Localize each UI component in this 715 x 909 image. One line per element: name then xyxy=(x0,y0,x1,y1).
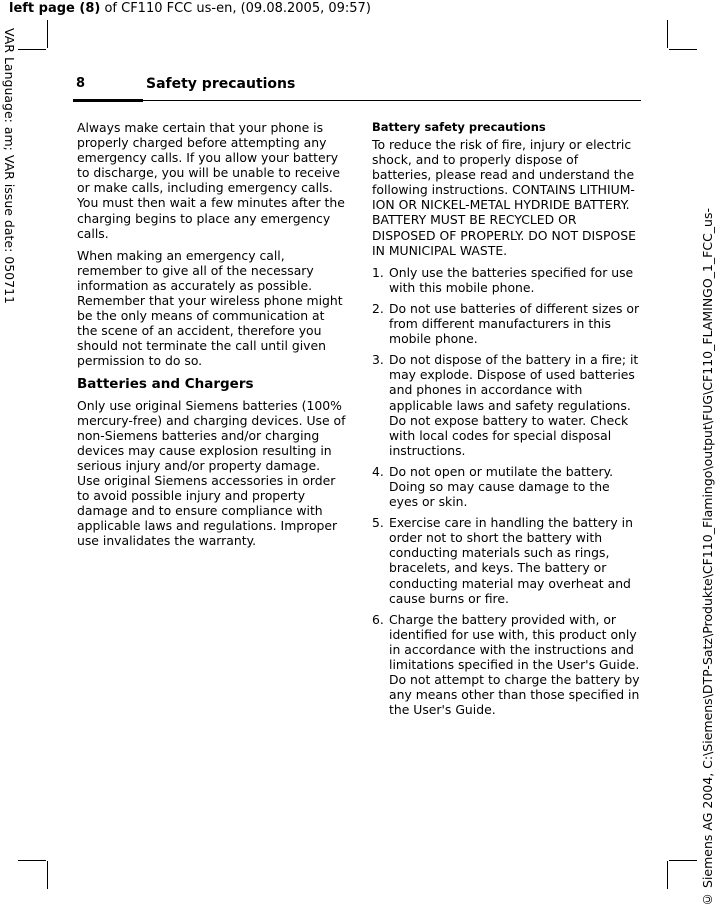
left-column xyxy=(77,120,347,555)
list-item xyxy=(372,515,640,606)
emergency-call-paragraph: When making an emergency call, remember to give all of the necessary information as accurately as possible. Remember that your wireless phone might be the only means of communication at the scene of an accident, therefore you should not terminate the call until given permission to do so. xyxy=(77,247,343,369)
list-item xyxy=(372,612,640,718)
list-item xyxy=(372,301,640,346)
batteries-chargers-paragraph: Only use original Siemens batteries (100% mercury-free) and charging devices. Use of non-Siemens batteries and/or charging devices may cause explosion resulting in serious injury and/or property damage. Use original Siemens accessories in order to avoid possible injury and property damage and to ensure compliance with applicable laws and regulations. Improper use invalidates the warranty. xyxy=(77,397,346,549)
list-item-number: 5. xyxy=(372,515,384,531)
crop-mark xyxy=(47,20,48,48)
list-item xyxy=(372,352,640,458)
list-item-number: 6. xyxy=(372,611,384,627)
margin-language-info: VAR Language: am; VAR issue date: 050711 xyxy=(2,28,17,304)
list-item xyxy=(372,464,640,509)
battery-safety-intro: To reduce the risk of fire, injury or electric shock, and to properly dispose of batteries, please read and understand the following instructions. CONTAINS LITHIUM-ION OR NICKEL-METAL HYDRIDE BATTERY. BATTERY MUST BE RECYCLED OR DISPOSED OF PROPERLY. DO NOT DISPOSE IN MUNICIPAL WASTE. xyxy=(372,137,636,258)
list-item xyxy=(372,265,640,295)
crop-mark xyxy=(667,20,668,48)
print-page-label: left page (8) xyxy=(9,1,101,16)
crop-mark xyxy=(18,49,46,50)
header-rule-thick xyxy=(73,99,143,102)
list-item-number: 1. xyxy=(372,264,384,280)
crop-mark xyxy=(47,861,48,889)
list-item-number: 2. xyxy=(372,300,384,316)
crop-mark xyxy=(669,49,697,50)
print-doc-info: of CF110 FCC us-en, (09.08.2005, 09:57) xyxy=(100,1,371,16)
crop-mark xyxy=(669,860,697,861)
list-item-text: Do not use batteries of different sizes or from different manufacturers in this mobile phone. xyxy=(389,300,640,347)
page-number: 8 xyxy=(76,76,86,91)
list-item-number: 4. xyxy=(372,463,384,479)
list-item-text: Charge the battery provided with, or identified for use with, this product only in accordance with the instructions and limitations specified in the User's Guide. Do not attempt to charge the battery by any means other than those specified in the User's Guide. xyxy=(389,611,640,718)
battery-safety-heading: Battery safety precautions xyxy=(372,120,546,134)
page-title: Safety precautions xyxy=(146,76,296,92)
list-item-text: Only use the batteries specified for use with this mobile phone. xyxy=(389,264,634,295)
right-column xyxy=(372,120,640,723)
battery-safety-list xyxy=(372,265,640,718)
print-header xyxy=(9,0,371,17)
crop-mark xyxy=(667,861,668,889)
list-item-text: Do not dispose of the battery in a fire; it may explode. Dispose of used batteries and phones in accordance with applicable laws and safety regulations. Do not expose battery to water. Check with local codes for special disposal instructions. xyxy=(389,352,639,458)
list-item-number: 3. xyxy=(372,352,384,368)
crop-mark xyxy=(18,860,46,861)
list-item-text: Do not open or mutilate the battery. Doing so may cause damage to the eyes or skin. xyxy=(389,463,614,510)
margin-copyright-path: © Siemens AG 2004, C:\Siemens\DTP-Satz\Produkte\CF110_Flamingo\output\FUG\CF110_FLAMINGO_1_FCC_us- xyxy=(700,208,715,907)
list-item-text: Exercise care in handling the battery in order not to short the battery with conducting materials such as rings, bracelets, and keys. The battery or conducting material may overheat and cause burns or fire. xyxy=(389,515,633,606)
batteries-chargers-heading: Batteries and Chargers xyxy=(77,375,254,392)
emergency-charge-paragraph: Always make certain that your phone is properly charged before attempting any emergency calls. If you allow your battery to discharge, you will be unable to receive or make calls, including emergency calls. You must then wait a few minutes after the charging begins to place any emergency calls. xyxy=(77,120,345,241)
header-rule xyxy=(143,100,641,101)
